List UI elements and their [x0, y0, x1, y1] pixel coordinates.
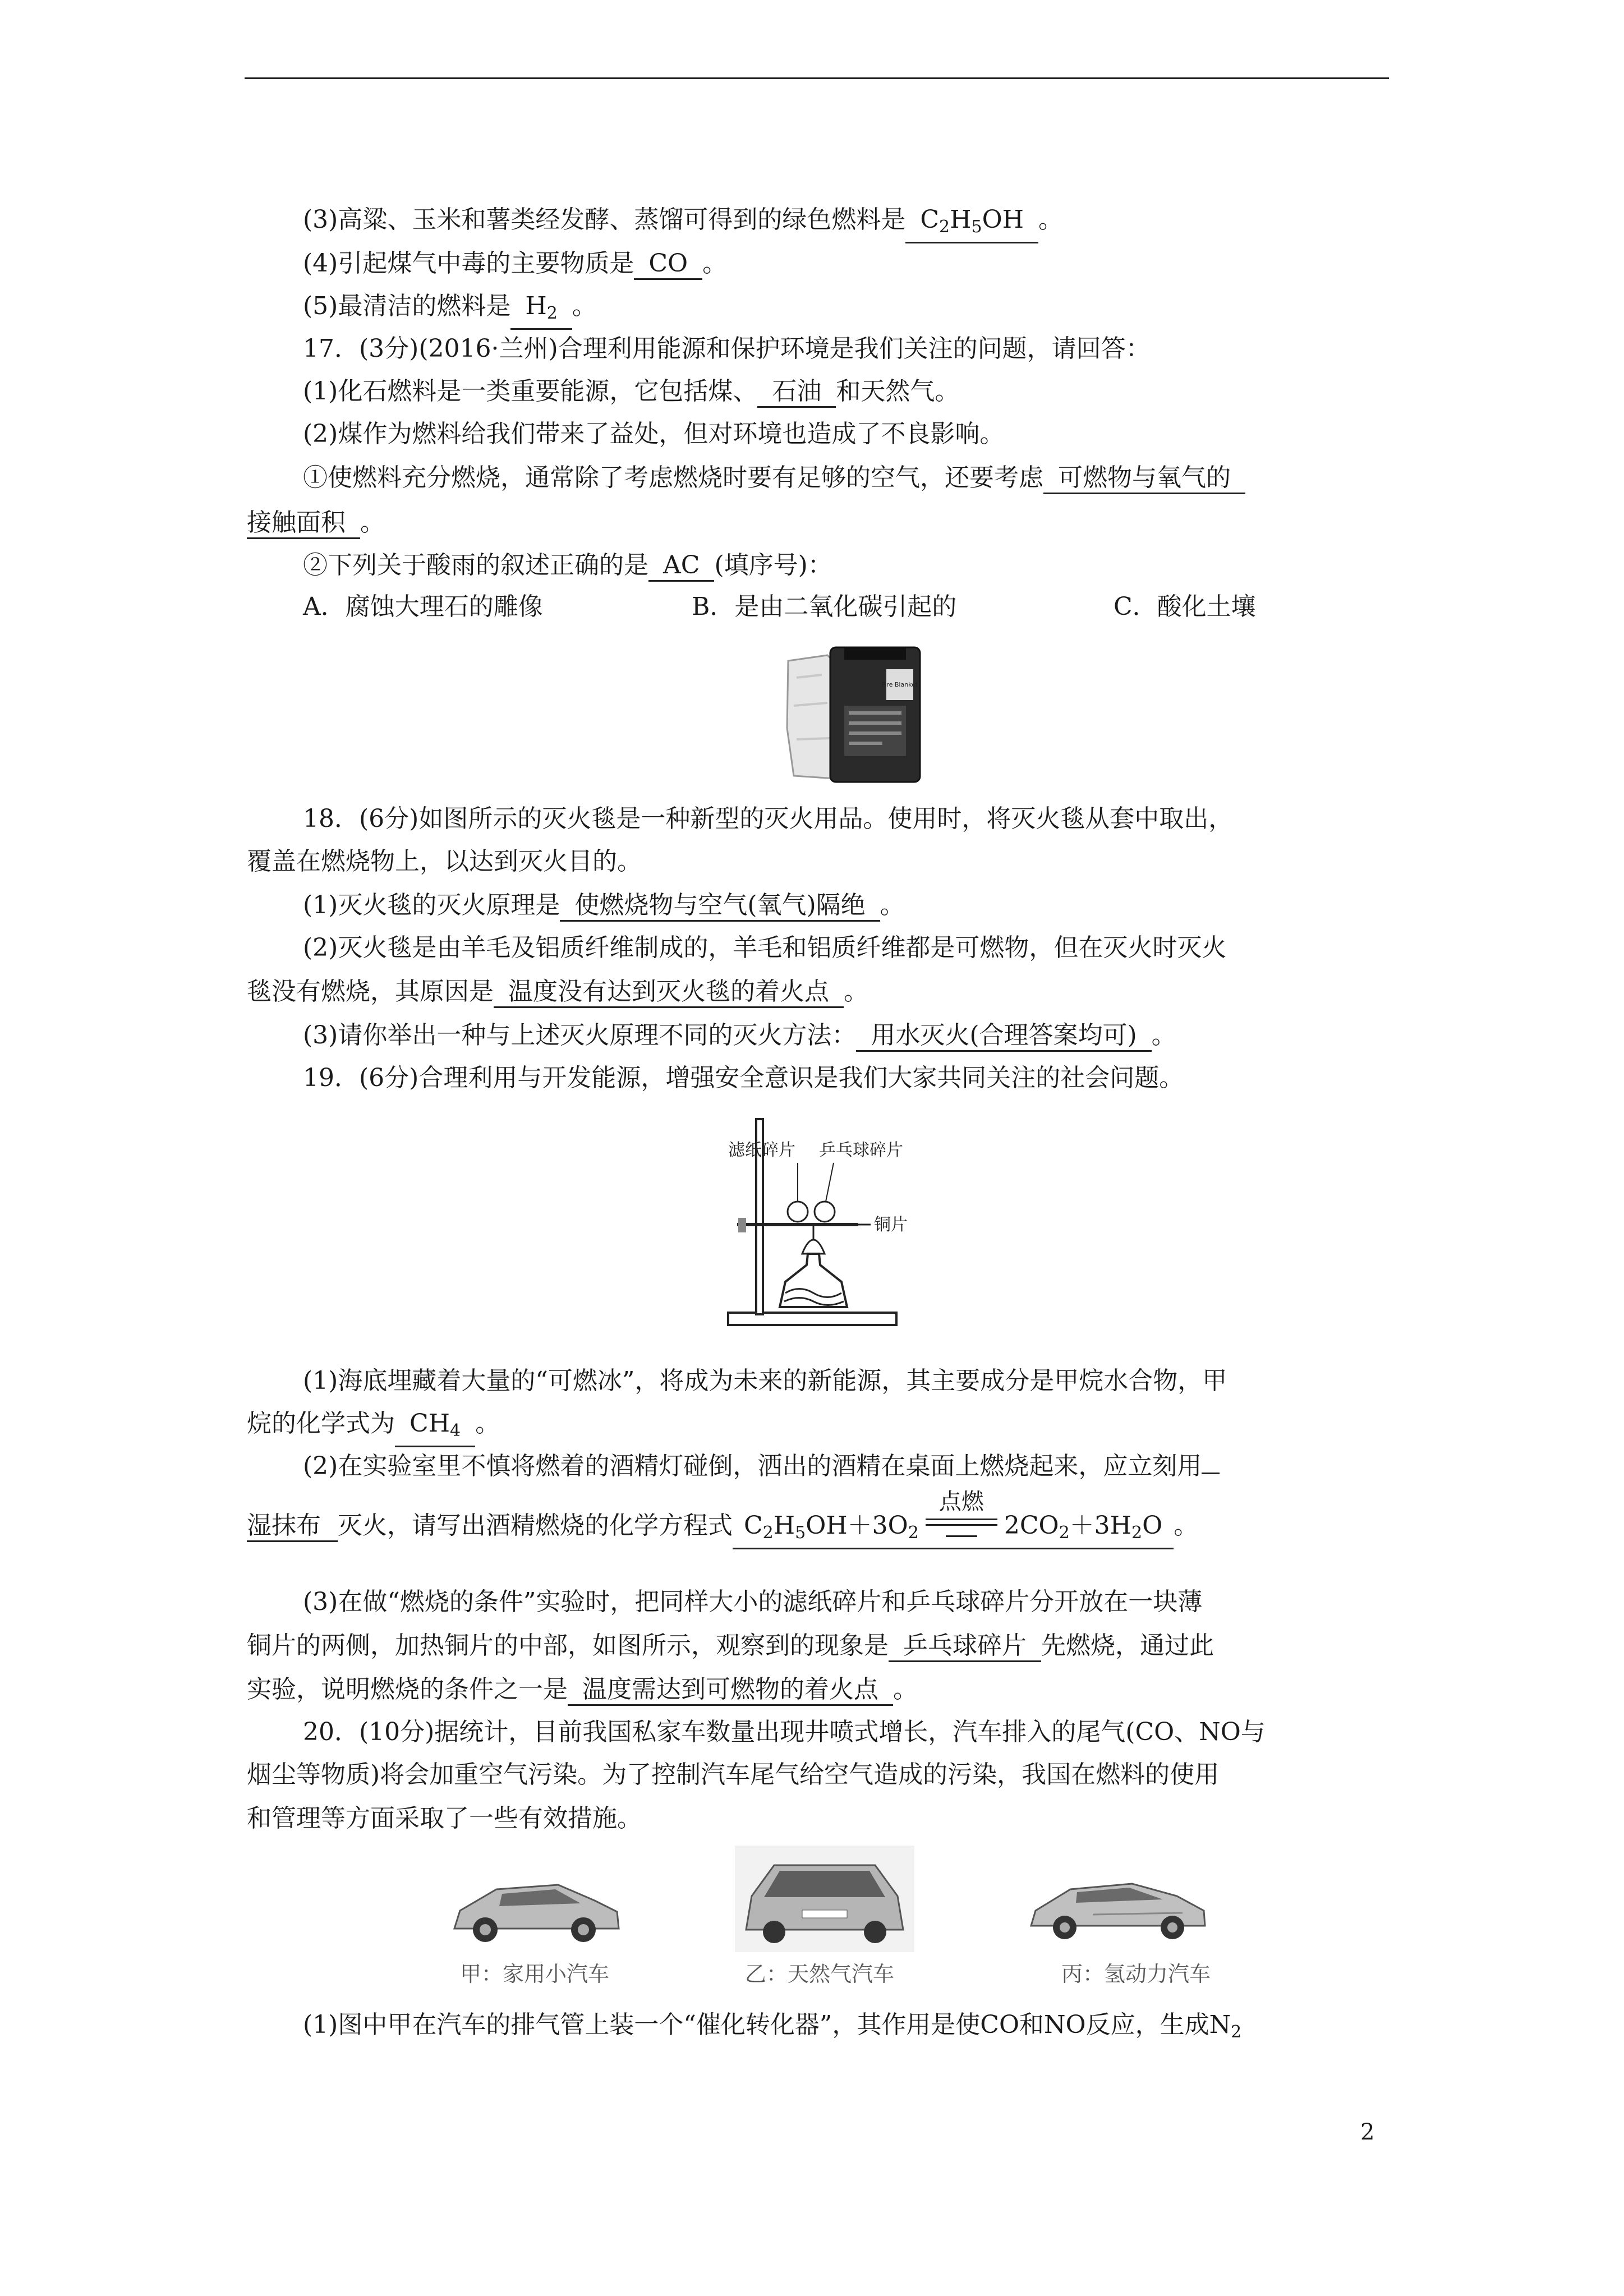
q19-part1-b: 烷的化学式为 $CH_4$ 。 — [247, 1407, 500, 1447]
option-c: C．酸化土壤 — [1114, 592, 1256, 621]
header-rule — [245, 77, 1389, 79]
car-caption-c: 丙：氢动力汽车 — [1061, 1962, 1211, 1986]
answer-blank: 使燃烧物与空气(氧气)隔绝 — [560, 891, 880, 922]
q17-stem: 17．(3分)(2016·兰州)合理利用能源和保护环境是我们关注的问题，请回答： — [303, 334, 1151, 363]
svg-text:Fire Blanket: Fire Blanket — [881, 681, 918, 688]
answer-blank: 乒乓球碎片 — [889, 1631, 1041, 1662]
q18-part3: (3)请你举出一种与上述灭火原理不同的灭火方法： 用水灭火(合理答案均可) 。 — [303, 1019, 1176, 1052]
answer-blank: $H_2$ — [510, 292, 572, 330]
fire-blanket-figure — [783, 644, 945, 790]
answer-blank: 接触面积 — [247, 508, 360, 539]
car-figure-c — [1025, 1861, 1211, 1951]
car-figure-a — [446, 1867, 625, 1951]
option-b: B．是由二氧化碳引起的 — [692, 592, 957, 621]
answer-blank: 湿抹布 — [247, 1511, 338, 1542]
answer-blank: $C_2H_5OH$ — [905, 205, 1038, 243]
option-a: A．腐蚀大理石的雕像 — [303, 592, 543, 621]
combustion-apparatus-figure — [724, 1114, 982, 1338]
answer-blank: 温度需达到可燃物的着火点 — [568, 1675, 893, 1706]
q16-part4: (4)引起煤气中毒的主要物质是 CO 。 — [303, 247, 727, 280]
svg-text:铜片: 铜片 — [874, 1215, 908, 1235]
q18-stem-a: 18．(6分)如图所示的灭火毯是一种新型的灭火用品。使用时，将灭火毯从套中取出， — [303, 804, 1234, 833]
q20-stem-a: 20．(10分)据统计，目前我国私家车数量出现井喷式增长，汽车排入的尾气(CO、NO与 — [303, 1718, 1266, 1746]
q19-part3-b: 铜片的两侧，加热铜片的中部，如图所示，观察到的现象是 乒乓球碎片 先燃烧，通过此 — [247, 1629, 1214, 1663]
answer-blank: 用水灭火(合理答案均可) — [856, 1021, 1151, 1052]
answer-blank: 可燃物与氧气的 — [1043, 463, 1245, 494]
q17-part1: (1)化石燃料是一类重要能源，它包括煤、 石油 和天然气。 — [303, 375, 959, 408]
answer-blank: 温度没有达到灭火毯的着火点 — [494, 977, 844, 1008]
answer-blank: AC — [648, 551, 714, 582]
q18-part1: (1)灭火毯的灭火原理是 使燃烧物与空气(氧气)隔绝 。 — [303, 889, 905, 922]
answer-blank: 石油 — [757, 377, 836, 408]
svg-text:滤纸碎片: 滤纸碎片 — [728, 1140, 795, 1160]
reaction-condition: 点燃 — [926, 1516, 997, 1539]
q17-part2-1-cont: 接触面积 。 — [247, 506, 385, 540]
q18-part2-b: 毯没有燃烧，其原因是 温度没有达到灭火毯的着火点 。 — [247, 975, 868, 1009]
car-figure-b — [735, 1846, 914, 1952]
q20-stem-c: 和管理等方面采取了一些有效措施。 — [247, 1804, 642, 1833]
answer-blank — [1202, 1473, 1220, 1474]
q17-part2-2: ②下列关于酸雨的叙述正确的是 AC (填序号)： — [303, 549, 832, 582]
q16-part3: (3)高粱、玉米和薯类经发酵、蒸馏可得到的绿色燃料是 $C_2H_5OH$ 。 — [303, 203, 1063, 243]
car-caption-b: 乙：天然气汽车 — [745, 1962, 895, 1986]
q19-part1-a: (1)海底埋藏着大量的“可燃冰”，将成为未来的新能源，其主要成分是甲烷水合物，甲 — [303, 1366, 1227, 1395]
page-number: 2 — [1360, 2119, 1375, 2145]
q20-stem-b: 烟尘等物质)将会加重空气污染。为了控制汽车尾气给空气造成的污染，我国在燃料的使用 — [247, 1760, 1220, 1789]
q20-part1: (1)图中甲在汽车的排气管上装一个“催化转化器”，其作用是使CO和NO反应，生成$N_2$ — [303, 2010, 1242, 2042]
q19-part2-a: (2)在实验室里不慎将燃着的酒精灯碰倒，洒出的酒精在桌面上燃烧起来，应立刻用 — [303, 1450, 1220, 1483]
q16-part5: (5)最清洁的燃料是 $H_2$ 。 — [303, 289, 597, 330]
q18-part2-a: (2)灭火毯是由羊毛及铝质纤维制成的，羊毛和铝质纤维都是可燃物，但在灭火时灭火 — [303, 933, 1227, 962]
svg-text:乒乓球碎片: 乒乓球碎片 — [819, 1140, 903, 1160]
q17-part2-1: ①使燃料充分燃烧，通常除了考虑燃烧时要有足够的空气，还要考虑 可燃物与氧气的 — [303, 461, 1245, 495]
answer-blank: $CH_4$ — [395, 1409, 475, 1447]
equation-blank: $C_2H_5OH+3O_2$ 点燃 $2CO_2+3H_2O$ — [733, 1511, 1174, 1549]
q19-part2-b: 湿抹布 灭火，请写出酒精燃烧的化学方程式 $C_2H_5OH+3O_2$ 点燃 $2CO_2+3H_2O$ 。 — [247, 1509, 1198, 1549]
q18-stem-b: 覆盖在燃烧物上，以达到灭火目的。 — [247, 847, 642, 876]
q17-part2: (2)煤作为燃料给我们带来了益处，但对环境也造成了不良影响。 — [303, 420, 1005, 448]
q19-part3-c: 实验，说明燃烧的条件之一是 温度需达到可燃物的着火点 。 — [247, 1673, 918, 1706]
q19-stem: 19．(6分)合理利用与开发能源，增强安全意识是我们大家共同关注的社会问题。 — [303, 1064, 1184, 1092]
answer-blank: CO — [634, 249, 702, 280]
q19-part3-a: (3)在做“燃烧的条件”实验时，把同样大小的滤纸碎片和乒乓球碎片分开放在一块薄 — [303, 1588, 1203, 1616]
car-caption-a: 甲：家用小汽车 — [460, 1962, 610, 1986]
